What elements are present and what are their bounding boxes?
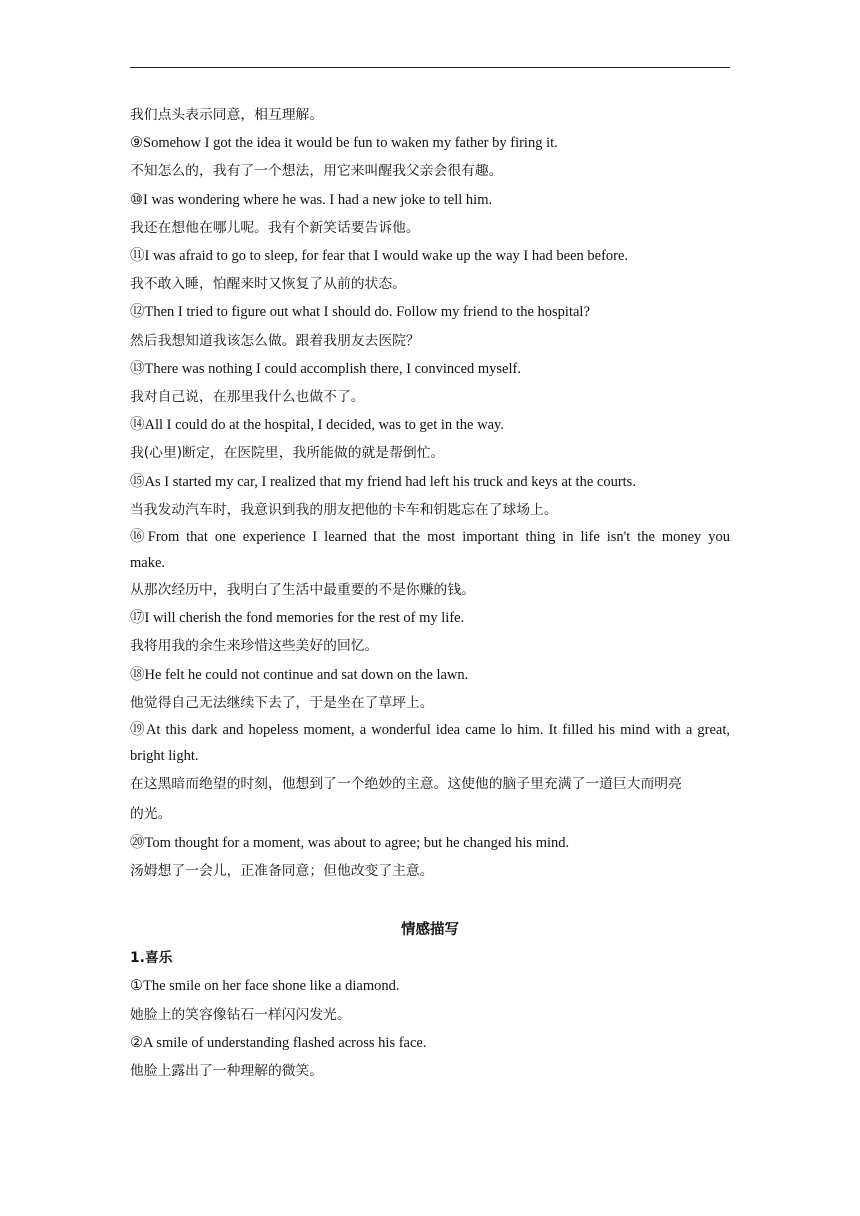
sentence-en-15: ⑮As I started my car, I realized that my friend had left his truck and keys at the courts. (130, 473, 636, 490)
sentence-cn-9: 不知怎么的，我有了一个想法，用它来叫醒我父亲会很有趣。 (130, 163, 503, 180)
sentence-en-e2: ②A smile of understanding flashed across his face. (130, 1034, 427, 1051)
sentence-list-top (130, 101, 730, 524)
sentence-list-end (130, 972, 730, 1085)
sentence-en-18: ⑱He felt he could not continue and sat down on the lawn. (130, 666, 469, 683)
sentence-en-e1: ①The smile on her face shone like a diamond. (130, 978, 400, 995)
sentence-en-20: ⑳Tom thought for a moment, was about to agree; but he changed his mind. (130, 835, 570, 852)
document-body (130, 101, 730, 1085)
sentence-en-19-line2: bright light. (130, 748, 199, 765)
sentence-en-12: ⑫Then I tried to figure out what I should do. Follow my friend to the hospital? (130, 304, 590, 321)
sentence-cn-18: 他觉得自己无法继续下去了，于是坐在了草坪上。 (130, 694, 434, 711)
sentence-cn-20: 汤姆想了一会儿，正准备同意；但他改变了主意。 (130, 863, 434, 880)
sentence-en-17: ⑰I will cherish the fond memories for the rest of my life. (130, 610, 465, 627)
sentence-cn-15: 当我发动汽车时，我意识到我的朋友把他的卡车和钥匙忘在了球场上。 (130, 501, 558, 518)
sentence-en-16-line2: make. (130, 555, 166, 572)
subsection-heading: 1.喜乐 (130, 950, 173, 967)
sentence-cn-8: 我们点头表示同意，相互理解。 (130, 107, 324, 123)
sentence-cn-14: 我(心里)断定，在医院里，我所能做的就是帮倒忙。 (130, 445, 445, 462)
sentence-cn-11: 我不敢入睡，怕醒来时又恢复了从前的状态。 (130, 276, 406, 293)
section-title: 情感描写 (401, 922, 459, 939)
sentence-cn-e2: 他脸上露出了一种理解的微笑。 (130, 1063, 324, 1080)
sentence-en-11: ⑪I was afraid to go to sleep, for fear that I would wake up the way I had been before. (130, 248, 629, 265)
sentence-cn-13: 我对自己说，在那里我什么也做不了。 (130, 389, 365, 406)
sentence-cn-16: 从那次经历中，我明白了生活中最重要的不是你赚的钱。 (130, 582, 475, 599)
sentence-cn-12: 然后我想知道我该怎么做。跟着我朋友去医院？ (130, 332, 420, 349)
sentence-cn-19-line2: 的光。 (130, 806, 172, 823)
sentence-en-16-line1: ⑯From that one experience I learned that the most important thing in life isn't the money you (130, 529, 730, 546)
sentence-en-10: ⑩I was wondering where he was. I had a new joke to tell him. (130, 191, 493, 208)
sentence-en-13: ⑬There was nothing I could accomplish there, I convinced myself. (130, 360, 521, 377)
sentence-cn-19-line1: 在这黑暗而绝望的时刻，他想到了一个绝妙的主意。这使他的脑子里充满了一道巨大而明亮 (130, 776, 682, 793)
sentence-cn-e1: 她脸上的笑容像钻石一样闪闪发光。 (130, 1006, 351, 1023)
sentence-en-9: ⑨Somehow I got the idea it would be fun to waken my father by firing it. (130, 135, 558, 152)
sentence-en-14: ⑭All I could do at the hospital, I decided, was to get in the way. (130, 417, 504, 434)
sentence-cn-17: 我将用我的余生来珍惜这些美好的回忆。 (130, 638, 379, 655)
sentence-list-after (130, 829, 730, 885)
sentence-list-mid (130, 576, 730, 717)
sentence-en-19-line1: ⑲At this dark and hopeless moment, a wonderful idea came lo him. It filled his mind with a great, (130, 722, 730, 739)
sentence-cn-10: 我还在想他在哪儿呢。我有个新笑话要告诉他。 (130, 219, 420, 236)
header-rule (130, 67, 730, 68)
